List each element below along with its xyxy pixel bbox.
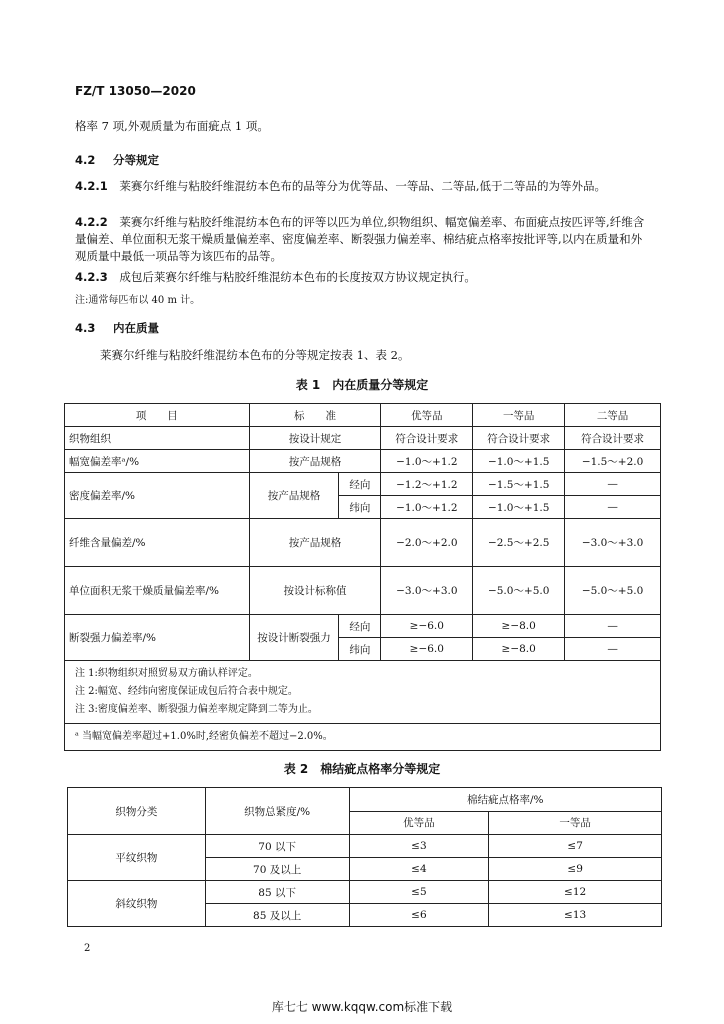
- header-item: 项 目: [65, 404, 250, 427]
- cell-value: —: [565, 638, 661, 661]
- cell-value: —: [565, 496, 661, 519]
- cell-standard: 按产品规格: [249, 450, 381, 473]
- clause-4-2-2: [75, 214, 653, 265]
- cell-standard: 按产品规格: [249, 519, 381, 567]
- intro-line: 格率 7 项,外观质量为布面疵点 1 项。: [75, 119, 269, 133]
- cell-value: ≥−6.0: [381, 615, 473, 638]
- cell-standard: 按产品规格: [249, 473, 339, 519]
- cell-direction: 纬向: [339, 496, 381, 519]
- clause-text: 莱赛尔纤维与粘胶纤维混纺本色布的评等以匹为单位,织物组织、幅宽偏差率、布面疵点按匹评等,纤维含量偏差、单位面积无浆干燥质量偏差率、密度偏差率、断裂强力偏差率、棉结疵点格率按批评等,以内在质量和外观质量中最低一项品等为该匹布的品等。: [75, 215, 645, 263]
- cell-value: ≥−6.0: [381, 638, 473, 661]
- section-title: 内在质量: [113, 321, 160, 335]
- header-tightness: 织物总紧度/%: [205, 788, 349, 835]
- cell-value: —: [565, 615, 661, 638]
- cell-category: 平纹织物: [68, 835, 206, 881]
- clause-note: 注:通常每匹布以 40 m 计。: [75, 295, 201, 306]
- cell-value: −1.5～+2.0: [565, 450, 661, 473]
- cell-value: ≤6: [349, 904, 489, 927]
- cell-value: 符合设计要求: [565, 427, 661, 450]
- header-grade-first: 一等品: [489, 811, 662, 835]
- clause-number: 4.2.3: [75, 270, 108, 284]
- table-row: [65, 427, 661, 450]
- cell-value: ≤12: [489, 881, 662, 904]
- cell-value: −1.0～+1.2: [381, 450, 473, 473]
- cell-value: ≤5: [349, 881, 489, 904]
- table-footnote-row: [65, 724, 661, 751]
- clause-number: 4.2.1: [75, 179, 108, 193]
- cell-value: −3.0～+3.0: [565, 519, 661, 567]
- clause-text: 莱赛尔纤维与粘胶纤维混纺本色布的品等分为优等品、一等品、二等品,低于二等品的为等外品。: [119, 179, 607, 193]
- cell-value: ≤4: [349, 858, 489, 881]
- cell-value: −1.2～+1.2: [381, 473, 473, 496]
- table-row: [68, 881, 662, 904]
- standard-number: FZ/T 13050—2020: [75, 84, 196, 98]
- cell-item: 断裂强力偏差率/%: [65, 615, 250, 661]
- table-row: [65, 519, 661, 567]
- table-internal-quality: [64, 403, 661, 751]
- cell-value: ≤7: [489, 835, 662, 858]
- table-row: [65, 615, 661, 638]
- header-rate: 棉结疵点格率/%: [349, 788, 661, 812]
- cell-value: ≤3: [349, 835, 489, 858]
- cell-value: −5.0～+5.0: [473, 567, 565, 615]
- cell-standard: 按设计标称值: [249, 567, 381, 615]
- cell-value: −2.0～+2.0: [381, 519, 473, 567]
- cell-tightness: 70 及以上: [205, 858, 349, 881]
- section-4-3-heading: [75, 320, 159, 337]
- cell-direction: 纬向: [339, 638, 381, 661]
- table1-caption: 表 1 内在质量分等规定: [295, 378, 429, 392]
- cell-value: ≥−8.0: [473, 615, 565, 638]
- cell-value: ≤13: [489, 904, 662, 927]
- cell-tightness: 70 以下: [205, 835, 349, 858]
- table-notes-row: [65, 661, 661, 724]
- cell-value: −1.0～+1.5: [473, 450, 565, 473]
- cell-direction: 经向: [339, 615, 381, 638]
- cell-category: 斜纹织物: [68, 881, 206, 927]
- header-category: 织物分类: [68, 788, 206, 835]
- table-note: 注 1:织物组织对照贸易双方确认样评定。: [75, 668, 258, 679]
- clause-4-2-3: [75, 269, 653, 286]
- cell-item: 纤维含量偏差/%: [65, 519, 250, 567]
- cell-value: 符合设计要求: [473, 427, 565, 450]
- table-row: [65, 567, 661, 615]
- cell-tightness: 85 以下: [205, 881, 349, 904]
- cell-value: ≤9: [489, 858, 662, 881]
- clause-text: 成包后莱赛尔纤维与粘胶纤维混纺本色布的长度按双方协议规定执行。: [119, 270, 476, 284]
- table-note: 注 3:密度偏差率、断裂强力偏差率规定降到二等为止。: [75, 704, 318, 715]
- cell-value: ≥−8.0: [473, 638, 565, 661]
- cell-item: 密度偏差率/%: [65, 473, 250, 519]
- cell-tightness: 85 及以上: [205, 904, 349, 927]
- page-number: 2: [84, 943, 91, 954]
- download-footer[interactable]: 库七七 www.kqqw.com标准下载: [271, 1000, 453, 1014]
- cell-value: −1.0～+1.2: [381, 496, 473, 519]
- header-standard: 标 准: [249, 404, 381, 427]
- header-grade-first: 一等品: [473, 404, 565, 427]
- cell-value: 符合设计要求: [381, 427, 473, 450]
- cell-item: 幅宽偏差率ᵃ/%: [65, 450, 250, 473]
- cell-value: −1.5～+1.5: [473, 473, 565, 496]
- table-notes: [65, 661, 661, 724]
- section-4-2-heading: [75, 152, 159, 169]
- cell-direction: 经向: [339, 473, 381, 496]
- table2-caption: 表 2 棉结疵点格率分等规定: [283, 762, 441, 776]
- table-row: [65, 473, 661, 496]
- table-row: [65, 450, 661, 473]
- clause-number: 4.2.2: [75, 215, 108, 229]
- table-nep-rate: [67, 787, 662, 927]
- clause-4-2-1: [75, 178, 653, 195]
- section-number: 4.3: [75, 321, 96, 335]
- header-grade-premium: 优等品: [381, 404, 473, 427]
- section-title: 分等规定: [113, 153, 160, 167]
- header-grade-second: 二等品: [565, 404, 661, 427]
- section-4-3-text: 莱赛尔纤维与粘胶纤维混纺本色布的分等规定按表 1、表 2。: [100, 348, 410, 362]
- cell-value: −2.5～+2.5: [473, 519, 565, 567]
- cell-standard: 按设计规定: [249, 427, 381, 450]
- cell-value: —: [565, 473, 661, 496]
- table-row: [68, 835, 662, 858]
- table-note: 注 2:幅宽、经纬向密度保证成包后符合表中规定。: [75, 686, 298, 697]
- section-number: 4.2: [75, 153, 96, 167]
- table-header-row: [68, 788, 662, 812]
- cell-value: −1.0～+1.5: [473, 496, 565, 519]
- header-grade-premium: 优等品: [349, 811, 489, 835]
- cell-item: 单位面积无浆干燥质量偏差率/%: [65, 567, 250, 615]
- table-footnote: ᵃ 当幅宽偏差率超过+1.0%时,经密负偏差不超过−2.0%。: [65, 724, 661, 751]
- cell-value: −5.0～+5.0: [565, 567, 661, 615]
- cell-item: 织物组织: [65, 427, 250, 450]
- table-header-row: [65, 404, 661, 427]
- cell-standard: 按设计断裂强力: [249, 615, 339, 661]
- cell-value: −3.0～+3.0: [381, 567, 473, 615]
